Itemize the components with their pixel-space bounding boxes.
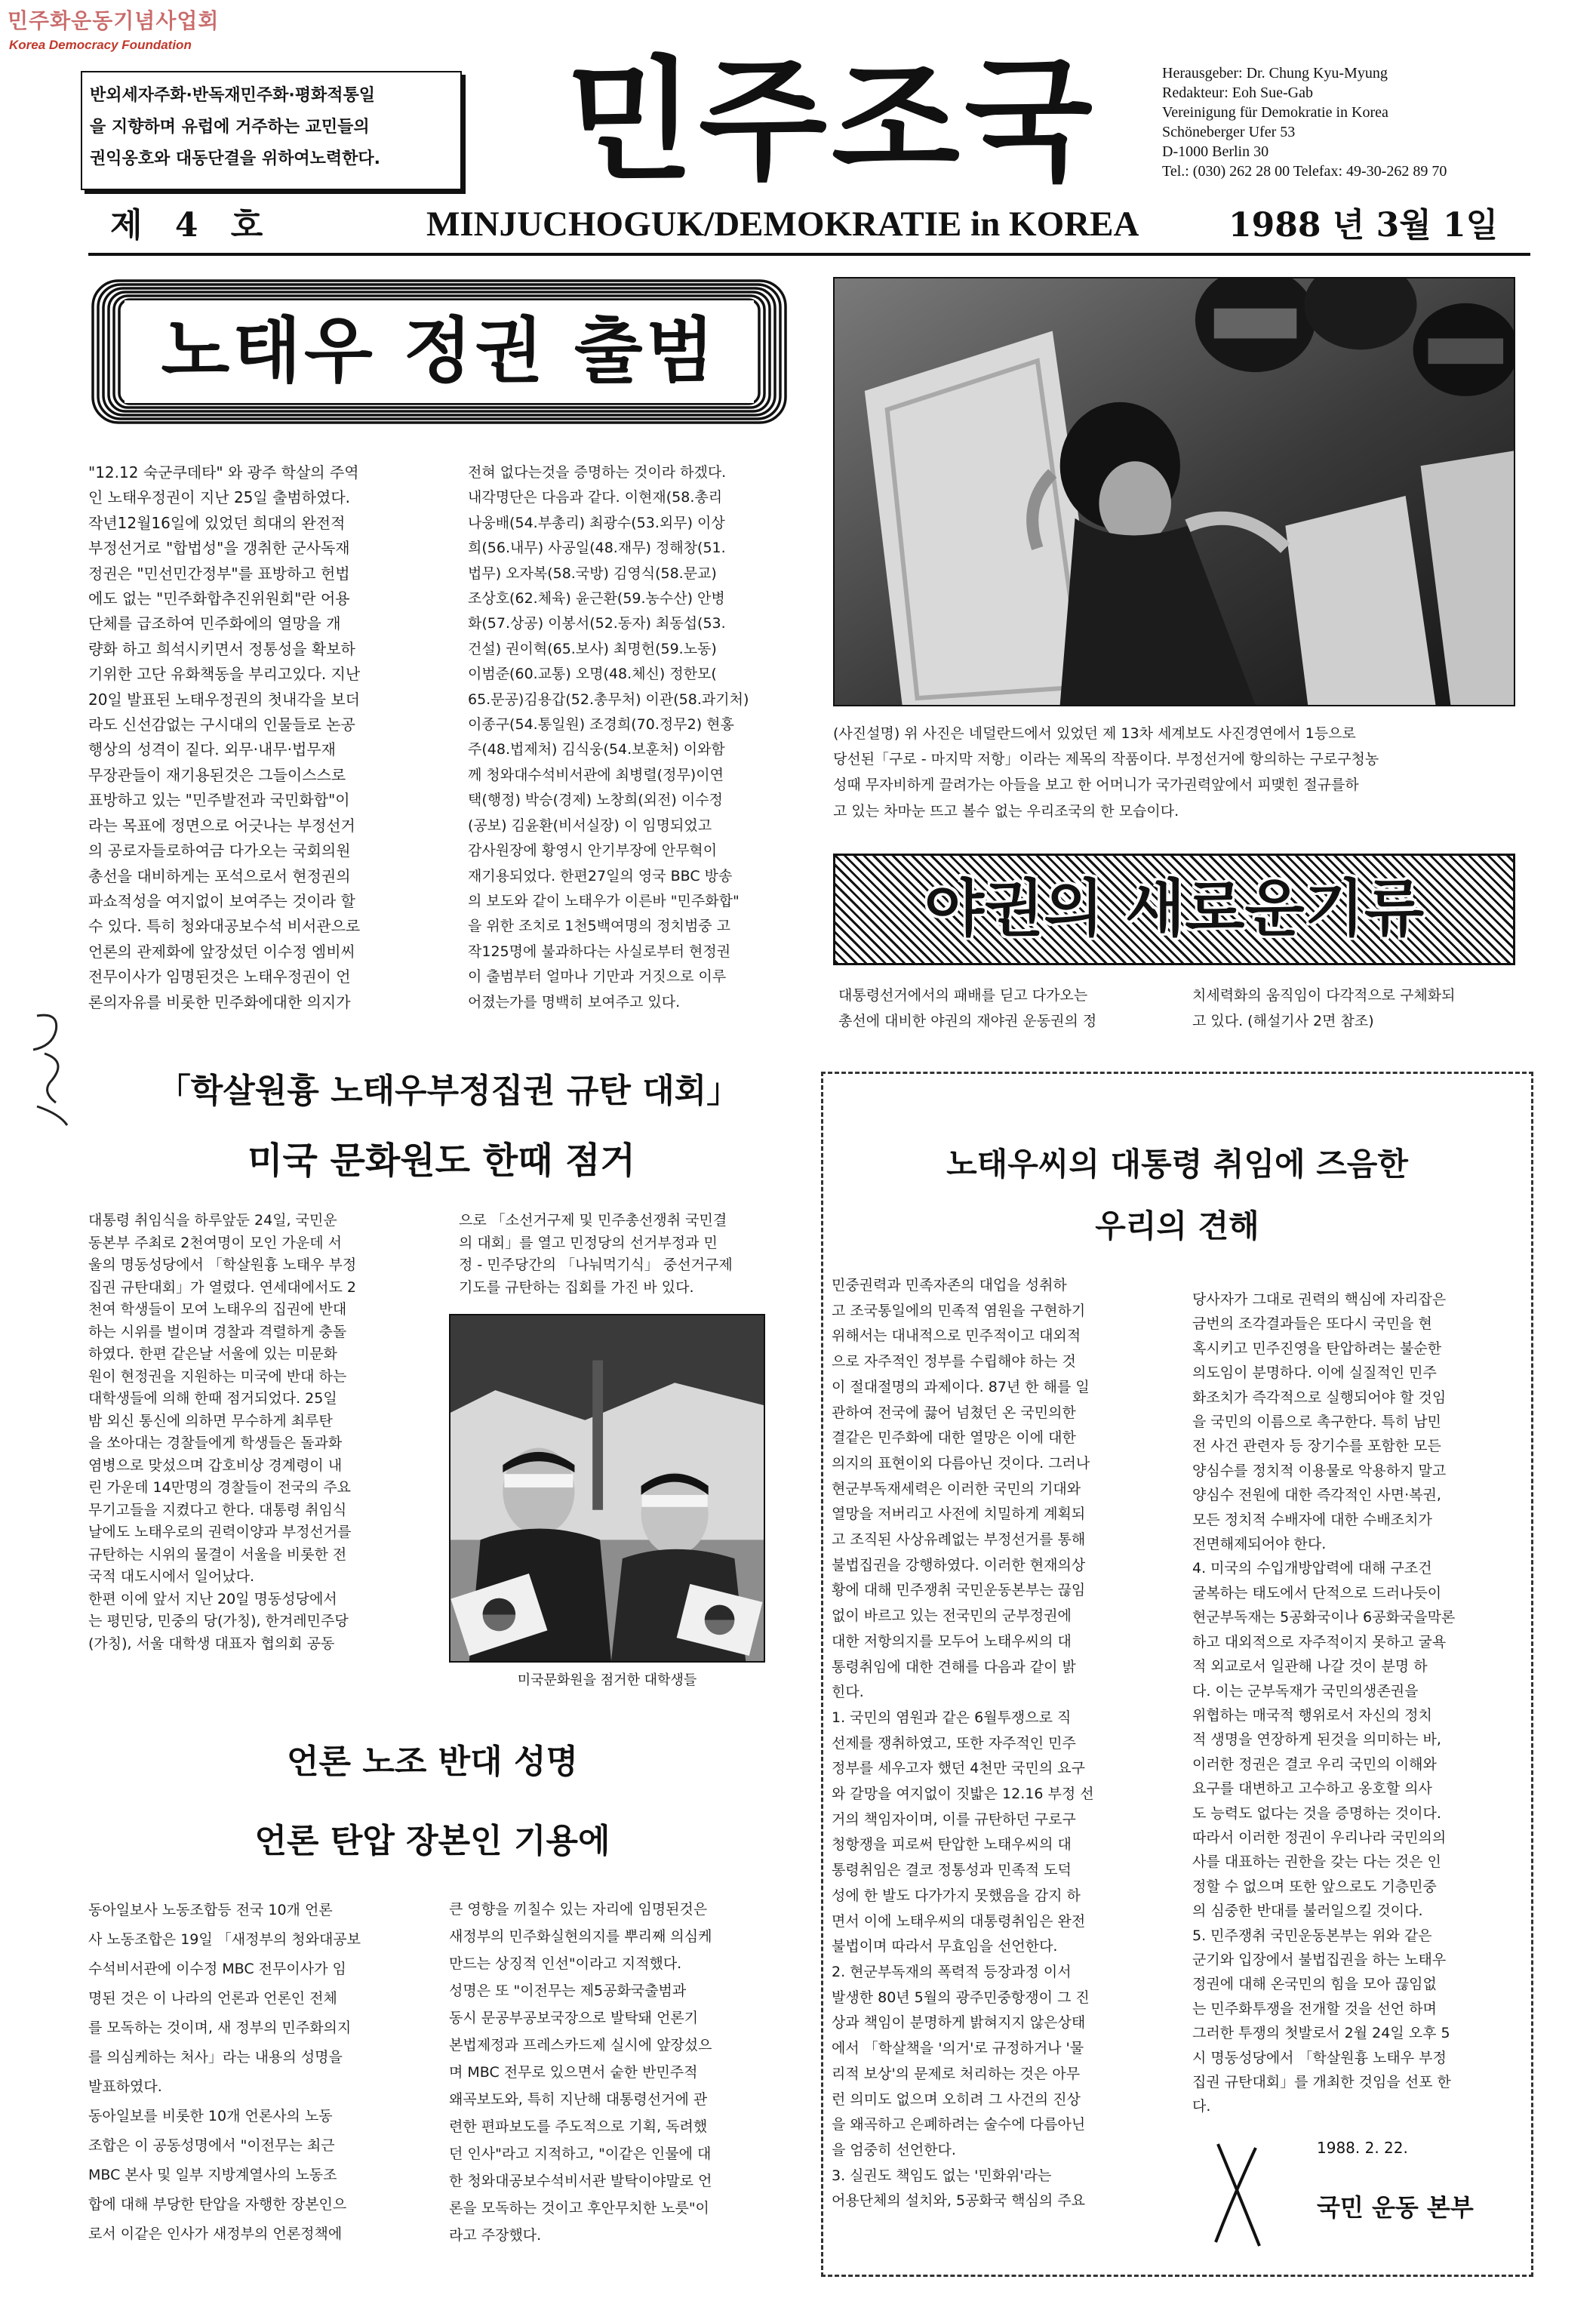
watermark-english: Korea Democracy Foundation xyxy=(9,38,192,52)
text-line: 께 청와대수석비서관에 최병렬(정무)이연 xyxy=(468,766,724,783)
text-line: 동아일보사 노동조합등 전국 10개 언론 xyxy=(88,1902,333,1918)
headline-statement: 노태우씨의 대통령 취임에 즈음한 xyxy=(946,1146,1408,1183)
text-line: 전 사건 관련자 등 장기수를 포함한 모든 xyxy=(1192,1438,1441,1455)
text-line: 을 국민의 이름으로 촉구한다. 특히 남민 xyxy=(1192,1414,1441,1431)
text-line: 총선에 대비한 야권의 재야권 운동권의 정 xyxy=(838,1013,1097,1029)
text-line: 1. 국민의 염원과 같은 6월투쟁으로 직 xyxy=(832,1709,1072,1726)
text-line: 희(56.내무) 사공일(48.재무) 정해창(51. xyxy=(468,540,726,557)
issue-number: 제 4 호 xyxy=(110,206,274,245)
text-line: 통령취임은 결코 정통성과 민족적 도덕 xyxy=(832,1862,1072,1879)
article-press-column-2 xyxy=(449,1896,809,2249)
text-line: 당사자가 그대로 권력의 핵심에 자리잡은 xyxy=(1192,1291,1447,1308)
text-line: 정권에 대해 온국민의 힘을 모아 끊임없 xyxy=(1192,1976,1437,1993)
text-line: 현군부독재는 5공화국이나 6공화국을막론 xyxy=(1192,1609,1456,1626)
text-line: 금번의 조각결과들은 또다시 국민을 현 xyxy=(1192,1315,1432,1333)
headline-press: 언론 노조 반대 성명 xyxy=(287,1743,578,1781)
text-line: 법무) 오자복(58.국방) 김영식(58.문교) xyxy=(468,565,717,582)
text-line: 큰 영향을 끼칠수 있는 자리에 임명된것은 xyxy=(449,1901,708,1918)
text-line: 불법집권을 강행하였다. 이러한 현재의상 xyxy=(832,1556,1086,1574)
photo-guro-caption xyxy=(833,721,1523,824)
text-line: 한 청와대공보수석비서관 발탁이야말로 언 xyxy=(449,2173,712,2189)
text-line: 통령취임에 대한 견해를 다음과 같이 밝 xyxy=(832,1658,1076,1675)
text-line: 양심수 전원에 대한 즉각적인 사면·복권, xyxy=(1192,1487,1441,1504)
text-line: 을 쏘아대는 경찰들에게 학생들은 돌과화 xyxy=(88,1435,343,1451)
text-line: 선제를 쟁취하였고, 또한 자주적인 민주 xyxy=(832,1734,1076,1752)
text-line: 이 출범부터 얼마나 기만과 거짓으로 이루 xyxy=(468,968,727,986)
text-line: 동본부 주최로 2천여명이 모인 가운데 서 xyxy=(88,1234,342,1251)
text-line: 파쇼적성을 여지없이 보여주는 것이라 할 xyxy=(88,891,355,910)
text-line: 나웅배(54.부총리) 최광수(53.외무) 이상 xyxy=(468,514,725,531)
text-line: 하는 시위를 벌이며 경찰과 격렬하게 충돌 xyxy=(88,1323,347,1340)
text-line: MBC 본사 및 일부 지방계열사의 노동조 xyxy=(88,2167,337,2183)
text-line: 기도를 규탄하는 집회를 가진 바 있다. xyxy=(459,1278,694,1296)
text-line: 어졌는가를 명백히 보여주고 있다. xyxy=(468,993,681,1011)
statement-column-2 xyxy=(1192,1287,1524,2119)
text-line: 집권 규탄대회」를 개최한 것임을 선포 한 xyxy=(1192,2074,1451,2090)
article-press-column-1 xyxy=(88,1896,447,2249)
text-line: (가칭), 서울 대학생 대표자 협의회 공동 xyxy=(88,1635,335,1652)
text-line: 혹시키고 민주진영을 탄압하려는 불순한 xyxy=(1192,1340,1442,1357)
masthead-title: 민주조국 xyxy=(565,42,1098,198)
text-line: 로서 이같은 인사가 새정부의 언론정책에 xyxy=(88,2226,343,2242)
text-line: 는 평민당, 민중의 당(가칭), 한겨레민주당 xyxy=(88,1613,349,1629)
text-line: 론의자유를 비롯한 민주화에대한 의지가 xyxy=(88,992,351,1011)
text-line: 에서 「학살책을 '의거'로 규정하거나 '물 xyxy=(832,2040,1084,2057)
text-line: 20일 발표된 노태우정권의 첫내각을 보더 xyxy=(88,690,360,709)
article-rally-column-1 xyxy=(88,1210,447,1655)
text-line: 원이 현정권을 지원하는 미국에 반대 하는 xyxy=(88,1367,347,1385)
text-line: 적 생명을 연장하게 된것을 의미하는 바, xyxy=(1192,1731,1441,1749)
text-line: 의 심중한 반대를 불러일으킬 것이다. xyxy=(1192,1903,1423,1920)
slogan-line: 권익옹호와 대동단결을 위하여노력한다. xyxy=(90,149,380,168)
text-line: 집권 규탄대회」가 열렸다. 연세대에서도 2 xyxy=(88,1278,356,1296)
headline-opposition-box xyxy=(833,854,1515,965)
text-line: 런 의미도 없으며 오히려 그 사건의 진상 xyxy=(832,2090,1081,2108)
text-line: 65.문공)김용갑(52.총무처) 이관(58.과기처) xyxy=(468,691,749,708)
text-line: 수석비서관에 이수정 MBC 전무이사가 임 xyxy=(88,1961,346,1977)
text-line: 량화 하고 희석시키면서 정통성을 확보하 xyxy=(88,639,355,658)
text-line: 의도임이 분명하다. 이에 실질적인 민주 xyxy=(1192,1364,1437,1382)
text-line: 그러한 투쟁의 첫발로서 2월 24일 오후 5 xyxy=(1192,2025,1450,2042)
text-line: 의 보도와 같이 노태우가 이른바 "민주화합" xyxy=(468,892,740,909)
text-line: 국적 대도시에서 일어났다. xyxy=(88,1568,255,1585)
text-line: 을 왜곡하고 은폐하려는 술수에 다름아닌 xyxy=(832,2116,1086,2133)
publisher-line: Vereinigung für Demokratie in Korea xyxy=(1162,104,1388,121)
publisher-line: Redakteur: Eoh Sue-Gab xyxy=(1162,85,1313,101)
text-line: 라도 신선감없는 구시대의 인물들로 논공 xyxy=(88,715,355,734)
text-line: 규탄하는 시위의 물결이 서울을 비롯한 전 xyxy=(88,1546,347,1563)
text-line: 정부를 세우고자 했던 4천만 국민의 요구 xyxy=(832,1760,1085,1777)
text-line: 날에도 노태우로의 권력이양과 부정선거를 xyxy=(88,1524,352,1540)
text-line: 동아일보를 비롯한 10개 언론사의 노동 xyxy=(88,2108,333,2124)
text-line: 성명은 또 "이전무는 제5공화국출범과 xyxy=(449,1983,687,1999)
text-line: 치세력화의 움직임이 다각적으로 구체화되 xyxy=(1192,987,1456,1004)
text-line: 을 위한 조치로 1천5백여명의 정치범중 고 xyxy=(468,918,731,935)
headline-opposition: 야권의 새로운기류 xyxy=(924,873,1425,945)
text-line: 고 조국통일에의 민족적 염원을 구현하기 xyxy=(832,1302,1086,1319)
text-line: 으로 「소선거구제 및 민주총선쟁취 국민결 xyxy=(459,1212,727,1229)
text-line: 사를 대표하는 권한을 갖는 다는 것은 인 xyxy=(1192,1853,1441,1871)
watermark-korean: 민주화운동기념사업회 xyxy=(8,8,220,33)
text-line: 위해서는 대내적으로 민주적이고 대외적 xyxy=(832,1327,1081,1345)
text-line: 정할 수 없으며 또한 앞으로도 기층민중 xyxy=(1192,1878,1437,1895)
text-line: 던 인사"라고 지적하고, "이같은 인물에 대 xyxy=(449,2146,712,2162)
handwritten-note xyxy=(22,1008,82,1129)
text-line: 표방하고 있는 "민주발전과 국민화합"이 xyxy=(88,791,350,810)
text-line: 천여 학생들이 모여 노태우의 집권에 반대 xyxy=(88,1301,347,1318)
photo-students-caption: 미국문화원을 점거한 대학생들 xyxy=(517,1672,697,1688)
text-line: 불법이며 따라서 무효임을 선언한다. xyxy=(832,1938,1058,1955)
text-line: 청항쟁을 피로써 탄압한 노태우씨의 대 xyxy=(832,1836,1072,1853)
text-line: 작년12월16일에 있었던 희대의 완전적 xyxy=(88,513,346,532)
text-line: 조상호(62.체육) 윤근환(59.농수산) 안병 xyxy=(468,590,725,608)
text-line: 에도 없는 "민주화합추진위원회"란 어용 xyxy=(88,589,350,608)
text-line: 이러한 정권은 결코 우리 국민의 이해와 xyxy=(1192,1755,1437,1773)
text-line: 전혀 없다는것을 증명하는 것이라 하겠다. xyxy=(468,464,727,481)
text-line: 총선을 대비하게는 포석으로서 현정권의 xyxy=(88,866,351,885)
text-line: 어용단체의 설치와, 5공화국 핵심의 주요 xyxy=(832,2192,1085,2210)
subheadline-rally: 미국 문화원도 한때 점거 xyxy=(248,1140,635,1182)
text-line: 다. 이는 군부독재가 국민의생존권을 xyxy=(1192,1682,1419,1700)
slogan-line: 반외세자주화·반독재민주화·평화적통일 xyxy=(90,86,376,105)
text-line: 없이 바르고 있는 전국민의 군부정권에 xyxy=(832,1607,1072,1625)
text-line: 3. 실권도 책임도 없는 '민화위'라는 xyxy=(832,2167,1052,2184)
text-line: 를 모독하는 것이며, 새 정부의 민주화의지 xyxy=(88,2020,352,2036)
article-inauguration-column-1 xyxy=(88,460,447,1015)
text-line: 의 공로자들로하여금 다가오는 국회의원 xyxy=(88,841,351,860)
text-line: 결같은 민주화에 대한 열망은 이에 대한 xyxy=(832,1429,1076,1447)
masthead-subtitle: MINJUCHOGUK/DEMOKRATIE in KOREA xyxy=(426,205,1139,244)
text-line: 고 있다. (해설기사 2면 참조) xyxy=(1192,1013,1374,1029)
photo-students-image xyxy=(451,1315,764,1661)
text-line: 조합은 이 공동성명에서 "이전무는 최근 xyxy=(88,2137,335,2154)
text-line: 현군부독재세력은 이러한 국민의 기대와 xyxy=(832,1480,1081,1497)
text-line: 동시 문공부공보국장으로 발탁돼 언론기 xyxy=(449,2010,699,2026)
headline-inauguration: 노태우 정권 출범 xyxy=(125,300,754,403)
text-line: "12.12 숙군쿠데타" 와 광주 학살의 주역 xyxy=(88,463,359,481)
text-line: 성에 한 발도 다가가지 못했음을 감지 하 xyxy=(832,1887,1081,1904)
text-line: 무기고들을 지켰다고 한다. 대통령 취임식 xyxy=(88,1501,347,1518)
publisher-info xyxy=(1162,63,1539,181)
text-line: 을 엄중히 선언한다. xyxy=(832,2141,956,2158)
article-opposition-column-2 xyxy=(1192,983,1524,1034)
text-line: 화조치가 즉각적으로 실행되어야 할 것임 xyxy=(1192,1389,1447,1406)
text-line: 군기와 입장에서 불법집권을 하는 노태우 xyxy=(1192,1951,1447,1968)
text-line: 양심수를 정치적 이용물로 악용하지 말고 xyxy=(1192,1462,1447,1479)
headline-rally: 「학살원흉 노태우부정집권 규탄 대회」 xyxy=(157,1072,740,1110)
photo-guro-image xyxy=(835,278,1514,705)
text-line: 하고 대외적으로 자주적이지 못하고 굴욕 xyxy=(1192,1633,1447,1650)
subheadline-press: 언론 탄압 장본인 기용에 xyxy=(254,1822,610,1860)
text-line: 왜곡보도와, 특히 지난해 대통령선거에 관 xyxy=(449,2091,708,2108)
text-line: 대학생들에 의해 한때 점거되었다. 25일 xyxy=(88,1390,337,1407)
masthead-divider xyxy=(88,253,1530,256)
statement-signature: 국민 운동 본부 xyxy=(1317,2193,1474,2222)
article-opposition-column-1 xyxy=(838,983,1174,1034)
photo-guro-mother xyxy=(833,277,1515,706)
publisher-line: Herausgeber: Dr. Chung Kyu-Myung xyxy=(1162,65,1388,82)
text-line: 2. 현군부독재의 폭력적 등장과정 이서 xyxy=(832,1963,1072,1980)
text-line: 대통령 취임식을 하루앞둔 24일, 국민운 xyxy=(88,1212,337,1229)
text-line: 만드는 상징적 인선"이라고 지적했다. xyxy=(449,1955,682,1972)
text-line: 새정부의 민주화실현의지를 뿌리째 의심케 xyxy=(449,1928,712,1945)
text-line: 면서 이에 노태우씨의 대통령취임은 완전 xyxy=(832,1912,1086,1930)
text-line: 언론의 관제화에 앞장섰던 이수정 엠비씨 xyxy=(88,942,355,961)
text-line: 발생한 80년 5월의 광주민중항쟁이 그 진 xyxy=(832,1989,1090,2006)
text-line: 5. 민주쟁취 국민운동본부는 위와 같은 xyxy=(1192,1927,1432,1944)
text-line: 이 절대절명의 과제이다. 87년 한 해를 일 xyxy=(832,1378,1090,1395)
text-line: 는 민주화투쟁을 전개할 것을 선언 하며 xyxy=(1192,2000,1437,2017)
text-line: 황에 대해 민주쟁취 국민운동본부는 끊임 xyxy=(832,1582,1086,1599)
text-line: 단체를 급조하여 민주화에의 열망을 개 xyxy=(88,614,341,633)
slogan-line: 을 지향하며 유럽에 거주하는 교민들의 xyxy=(90,118,370,137)
text-line: 화(57.상공) 이봉서(52.동자) 최동섭(53. xyxy=(468,615,726,632)
text-line: 모든 정치적 수배자에 대한 수배조치가 xyxy=(1192,1511,1432,1528)
text-line: 합에 대해 부당한 탄압을 자행한 장본인으 xyxy=(88,2196,347,2213)
text-line: 으로 자주적인 정부를 수립해야 하는 것 xyxy=(832,1353,1076,1370)
text-line: 건설) 권이혁(65.보사) 최명헌(59.노동) xyxy=(468,640,717,657)
text-line: 4. 미국의 수입개방압력에 대해 구조건 xyxy=(1192,1560,1432,1577)
text-line: 부정선거로 "합법성"을 갱취한 군사독재 xyxy=(88,539,350,558)
text-line: 인 노태우정권이 지난 25일 출범하였다. xyxy=(88,488,351,507)
text-line: 다. xyxy=(1192,2098,1211,2115)
handwritten-x-mark xyxy=(1207,2136,1267,2253)
article-rally-column-2 xyxy=(459,1210,809,1299)
text-line: 시 명동성당에서 「학살원흉 노태우 부정 xyxy=(1192,2049,1447,2066)
publisher-line: Schöneberger Ufer 53 xyxy=(1162,124,1296,140)
issue-date: 1988 년 3월 1일 xyxy=(1229,206,1499,245)
text-line: 대한 저항의지를 모두어 노태우씨의 대 xyxy=(832,1632,1072,1650)
text-line: 감사원장에 황영시 안기부장에 안무혁이 xyxy=(468,842,718,860)
statement-date: 1988. 2. 22. xyxy=(1317,2139,1408,2157)
publisher-line: D-1000 Berlin 30 xyxy=(1162,143,1269,160)
text-line: 주(48.법제처) 김식웅(54.보훈처) 이와함 xyxy=(468,741,725,758)
text-line: 의 대회」를 열고 민정당의 선거부정과 민 xyxy=(459,1234,718,1251)
text-line: 명된 것은 이 나라의 언론과 언론인 전체 xyxy=(88,1990,337,2007)
text-line: 관하여 전국에 끓어 넘쳤던 온 국민의한 xyxy=(832,1404,1076,1421)
text-line: 재기용되었다. 한편27일의 영국 BBC 방송 xyxy=(468,867,733,884)
text-line: 라고 주장했다. xyxy=(449,2227,542,2244)
text-line: 울의 명동성당에서 「학살원흉 노태우 부정 xyxy=(88,1257,357,1273)
text-line: 를 의심케하는 처사」라는 내용의 성명을 xyxy=(88,2049,343,2066)
article-inauguration-column-2 xyxy=(468,460,800,1015)
text-line: 이범준(60.교통) 오명(48.체신) 정한모( xyxy=(468,666,717,683)
text-line: 성때 무자비하게 끌려가는 아들을 보고 한 어머니가 국가권력앞에서 피맺힌 절규를하 xyxy=(833,777,1359,794)
text-line: 거의 책임자이며, 이를 규탄하던 구로구 xyxy=(832,1810,1076,1828)
text-line: 당선된「구로 - 마지막 저항」이라는 제목의 작품이다. 부정선거에 항의하는 구로구청농 xyxy=(833,751,1379,768)
text-line: 열망을 저버리고 사전에 치밀하게 계획되 xyxy=(832,1506,1086,1523)
text-line: 하였다. 한편 같은날 서울에 있는 미문화 xyxy=(88,1346,337,1362)
statement-column-1 xyxy=(832,1273,1177,2214)
text-line: 요구를 대변하고 고수하고 옹호할 의사 xyxy=(1192,1780,1432,1798)
text-line: 밤 외신 통신에 의하면 무수하게 최루탄 xyxy=(88,1412,333,1429)
text-line: 수 있다. 특히 청와대공보수석 비서관으로 xyxy=(88,917,361,936)
text-line: 정권은 "민선민간정부"를 표방하고 헌법 xyxy=(88,564,350,583)
text-line: 련한 편파보도를 주도적으로 기획, 독려했 xyxy=(449,2118,708,2135)
text-line: 와 갈망을 여지없이 짓밟은 12.16 부정 선 xyxy=(832,1786,1094,1803)
text-line: 전무이사가 임명된것은 노태우정권이 언 xyxy=(88,967,351,986)
text-line: (사진설명) 위 사진은 네덜란드에서 있었던 제 13차 세계보도 사진경연에서 1등으로 xyxy=(833,725,1356,742)
text-line: 굴복하는 태도에서 단적으로 드러나듯이 xyxy=(1192,1584,1442,1601)
text-line: 사 노동조합은 19일 「새정부의 청와대공보 xyxy=(88,1931,361,1948)
text-line: 고 조직된 사상유례없는 부정선거를 통해 xyxy=(832,1531,1086,1549)
text-line: 이종구(54.통일원) 조경희(70.정무2) 현홍 xyxy=(468,716,734,734)
text-line: 도 능력도 없다는 것을 증명하는 것이다. xyxy=(1192,1804,1441,1822)
text-line: 상과 책임이 분명하게 밝혀지지 않은상태 xyxy=(832,2014,1086,2032)
text-line: 한편 이에 앞서 지난 20일 명동성당에서 xyxy=(88,1590,337,1607)
text-line: 위협하는 매국적 행위로서 자신의 정치 xyxy=(1192,1706,1432,1724)
text-line: 힌다. xyxy=(832,1684,864,1701)
text-line: 따라서 이러한 정권이 우리나라 국민의의 xyxy=(1192,1829,1447,1846)
subheadline-statement: 우리의 견해 xyxy=(1095,1207,1259,1244)
photo-students-occupation xyxy=(449,1314,765,1663)
text-line: 기위한 고단 유화책동을 부리고있다. 지난 xyxy=(88,665,361,684)
text-line: 론을 모독하는 것이고 후안무치한 노릇"이 xyxy=(449,2200,709,2216)
text-line: 작125명에 불과하다는 사실로부터 현정권 xyxy=(468,943,731,960)
text-line: 택(행정) 박승(경제) 노창희(외전) 이수정 xyxy=(468,792,723,809)
text-line: 무장관들이 재기용된것은 그들이스스로 xyxy=(88,765,346,784)
text-line: 민중권력과 민족자존의 대업을 성취하 xyxy=(832,1277,1067,1294)
text-line: 의지의 표현이외 다름아닌 것이다. 그러나 xyxy=(832,1454,1090,1472)
text-line: 리적 보상'의 문제로 처리하는 것은 아무 xyxy=(832,2065,1081,2082)
text-line: 고 있는 차마눈 뜨고 볼수 없는 우리조국의 한 모습이다. xyxy=(833,802,1179,820)
publisher-line: Tel.: (030) 262 28 00 Telefax: 49-30-262 89 70 xyxy=(1162,163,1447,180)
text-line: (공보) 김윤환(비서실장) 이 임명되었고 xyxy=(468,817,712,834)
headline-inauguration-box xyxy=(91,279,787,424)
text-line: 본법제정과 프레스카드제 실시에 앞장섰으 xyxy=(449,2037,712,2053)
slogan-box xyxy=(81,71,462,190)
text-line: 린 가운데 14만명의 경찰들이 전국의 주요 xyxy=(88,1479,352,1496)
text-line: 라는 목표에 정면으로 어긋나는 부정선거 xyxy=(88,816,355,835)
text-line: 정 - 민주당간의 「나눠먹기식」 중선거구제 xyxy=(459,1257,733,1273)
text-line: 행상의 성격이 짙다. 외무·내무·법무재 xyxy=(88,740,336,759)
text-line: 발표하였다. xyxy=(88,2078,162,2095)
text-line: 대통령선거에서의 패배를 딛고 다가오는 xyxy=(838,987,1088,1004)
text-line: 전면해제되어야 한다. xyxy=(1192,1536,1327,1553)
text-line: 내각명단은 다음과 같다. 이현재(58.총리 xyxy=(468,489,723,506)
text-line: 염병으로 맞섰으며 갑호비상 경계령이 내 xyxy=(88,1457,343,1474)
text-line: 적 외교로서 일관해 나갈 것이 분명 하 xyxy=(1192,1658,1428,1675)
text-line: 며 MBC 전무로 있으면서 숱한 반민주적 xyxy=(449,2064,698,2081)
